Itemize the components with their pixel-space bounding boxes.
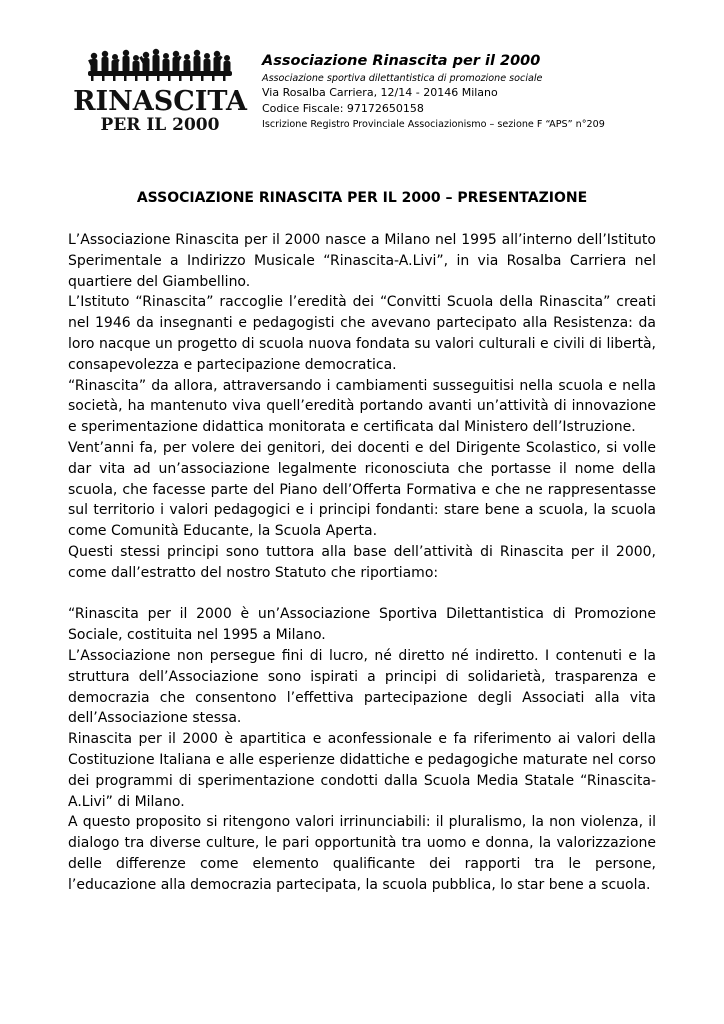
logo-text-per-il-2000: PER IL 2000 [100,115,220,135]
statute-paragraph: “Rinascita per il 2000 è un’Associazione Sportiva Dilettantistica di Promozione Sociale, costituita nel 1995 a Milano. [68,606,656,644]
statute-paragraph: L’Associazione non persegue fini di lucro, né diretto né indiretto. I contenuti e la struttura dell’Associazione sono ispirati a principi di solidarietà, trasparenza e democrazia che consentono l’effettiva partecipazione degli Associati alla vita dell’Associazione stessa. [68,647,656,727]
document-title: ASSOCIAZIONE RINASCITA PER IL 2000 – PRESENTAZIONE [136,190,588,206]
organization-name: Associazione Rinascita per il 2000 [262,53,541,69]
letterhead [0,0,724,150]
paragraph-spacer [68,584,656,605]
organization-address: Via Rosalba Carriera, 12/14 - 20146 Milano [262,86,498,99]
intro-paragraph: Questi stessi principi sono tuttora alla base dell’attività di Rinascita per il 2000, come dall’estratto del nostro Statuto che riportiamo: [68,543,656,581]
organization-info [262,52,692,133]
intro-paragraph: Vent’anni fa, per volere dei genitori, dei docenti e del Dirigente Scolastico, si volle dar vita ad un’associazione legalmente riconosciuta che portasse il nome della scuola, che facesse parte del Piano dell’Offerta Formativa e che ne rappresentasse sul territorio i valori pedagogici e i principi fondanti: stare bene a scuola, la scuola come Comunità Educante, la Scuola Aperta. [68,439,656,540]
organization-tax-code: Codice Fiscale: 97172650158 [262,102,424,115]
intro-paragraph: L’Istituto “Rinascita” raccoglie l’eredità dei “Convitti Scuola della Rinascita” creati nel 1946 da insegnanti e pedagogisti che avevano partecipato alla Resistenza: da loro nacque un progetto di scuola nuova fondata su valori culturali e civili di libertà, consapevolezza e partecipazione democratica. [68,294,656,373]
logo-text-rinascita: RINASCITA [73,86,247,117]
rinascita-logo [73,46,247,135]
organization-subtitle: Associazione sportiva dilettantistica di promozione sociale [262,73,543,84]
statute-paragraph: Rinascita per il 2000 è apartitica e aconfessionale e fa riferimento ai valori della Costituzione Italiana e alle esperienze didattiche e pedagogiche maturate nel corso dei programmi di sperimentazione condotti dalla Scuola Media Statale “Rinascita-A.Livi” di Milano. [68,731,656,810]
statute-paragraph: A questo proposito si ritengono valori irrinunciabili: il pluralismo, la non violenza, il dialogo tra diverse culture, le pari opportunità tra uomo e donna, la valorizzazione delle differenze come elemento qualificante dei rapporti tra le persone, l’educazione alla democrazia partecipata, la scuola pubblica, lo star bene a scuola. [68,814,656,893]
document-body [68,230,656,896]
organization-registry: Iscrizione Registro Provinciale Associazionismo – sezione F “APS” n°209 [262,119,605,130]
intro-paragraph: L’Associazione Rinascita per il 2000 nasce a Milano nel 1995 all’interno dell’Istituto Sperimentale a Indirizzo Musicale “Rinascita-A.Livi”, in via Rosalba Carriera nel quartiere del Giambellino. [68,232,656,290]
intro-paragraph: “Rinascita” da allora, attraversando i cambiamenti susseguitisi nella scuola e nella società, ha mantenuto viva quell’eredità portando avanti un’attività di innovazione e sperimentazione didattica monitorata e certificata dal Ministero dell’Istruzione. [68,377,656,436]
